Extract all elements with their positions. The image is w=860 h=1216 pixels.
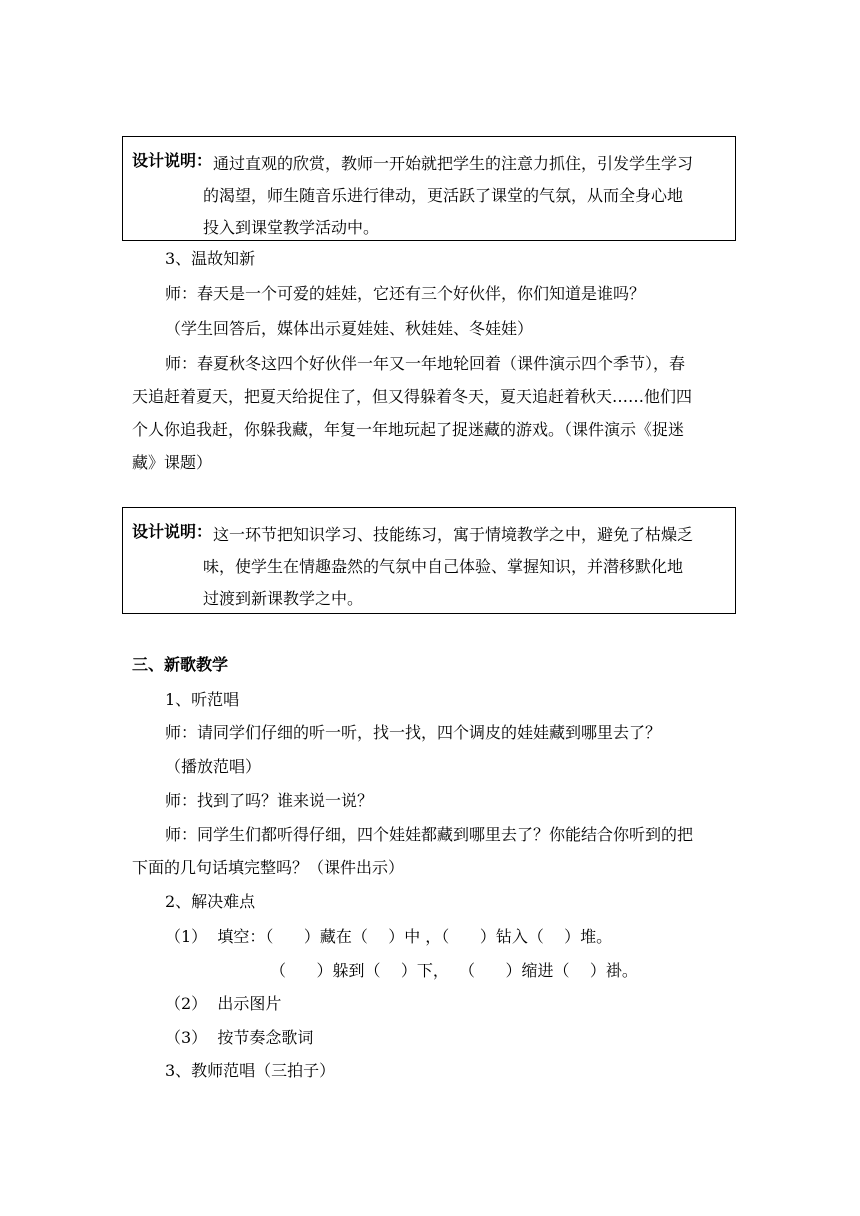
- design-note-label: 设计说明：: [132, 522, 213, 541]
- design-note-text: [203, 148, 729, 244]
- paragraph: 师：春夏秋冬这四个好伙伴一年又一年地轮回着（课件演示四个季节），春: [165, 354, 686, 373]
- subsection-title: 1、听范唱: [165, 690, 240, 709]
- section-title-review: 3、温故知新: [165, 249, 256, 268]
- paragraph: 藏》课题）: [132, 453, 213, 472]
- paragraph: 师：春天是一个可爱的娃娃，它还有三个好伙伴，你们知道是谁吗？: [165, 284, 646, 303]
- paragraph: 天追赶着夏天，把夏天给捉住了，但又得躲着冬天，夏天追赶着秋天……他们四: [132, 387, 693, 406]
- design-note-text: [203, 519, 729, 615]
- design-note-label: 设计说明：: [132, 151, 213, 170]
- list-item: （3） 按节奏念歌词: [165, 1028, 314, 1047]
- paragraph: （播放范唱）: [165, 757, 262, 776]
- paragraph: 师：请同学们仔细的听一听，找一找，四个调皮的娃娃藏到哪里去了？: [165, 723, 662, 742]
- subsection-title: 2、解决难点: [165, 892, 256, 911]
- design-note-line: 过渡到新课教学之中。: [203, 589, 364, 608]
- paragraph: 个人你追我赶，你躲我藏，年复一年地玩起了捉迷藏的游戏。（课件演示《捉迷: [132, 420, 685, 439]
- design-note-box-1: [122, 136, 736, 241]
- list-item: （2） 出示图片: [165, 994, 282, 1013]
- design-note-line: 通过直观的欣赏，教师一开始就把学生的注意力抓住，引发学生学习: [213, 154, 694, 173]
- paragraph: （学生回答后，媒体出示夏娃娃、秋娃娃、冬娃娃）: [165, 319, 534, 338]
- design-note-line: 这一环节把知识学习、技能练习，寓于情境教学之中，避免了枯燥乏: [213, 525, 694, 544]
- fill-in-row-2: （ ）躲到（ ）下， （ ）缩进（ ）褂。: [270, 961, 638, 980]
- paragraph: 下面的几句话填完整吗？（课件出示）: [132, 858, 405, 877]
- design-note-line: 味，使学生在情趣盎然的气氛中自己体验、掌握知识，并潜移默化地: [203, 557, 684, 576]
- paragraph: 师：找到了吗？谁来说一说？: [165, 791, 374, 810]
- paragraph: 师：同学生们都听得仔细，四个娃娃都藏到哪里去了？你能结合你听到的把: [165, 825, 694, 844]
- design-note-line: 投入到课堂教学活动中。: [203, 218, 380, 237]
- fill-in-row-1: （1） 填空：（ ）藏在（ ）中 ，（ ）钻入（ ）堆。: [165, 927, 613, 946]
- section-heading: 三、新歌教学: [132, 655, 229, 674]
- design-note-box-2: [122, 507, 736, 614]
- design-note-line: 的渴望，师生随音乐进行律动，更活跃了课堂的气氛，从而全身心地: [203, 186, 684, 205]
- subsection-title: 3、教师范唱（三拍子）: [165, 1061, 336, 1080]
